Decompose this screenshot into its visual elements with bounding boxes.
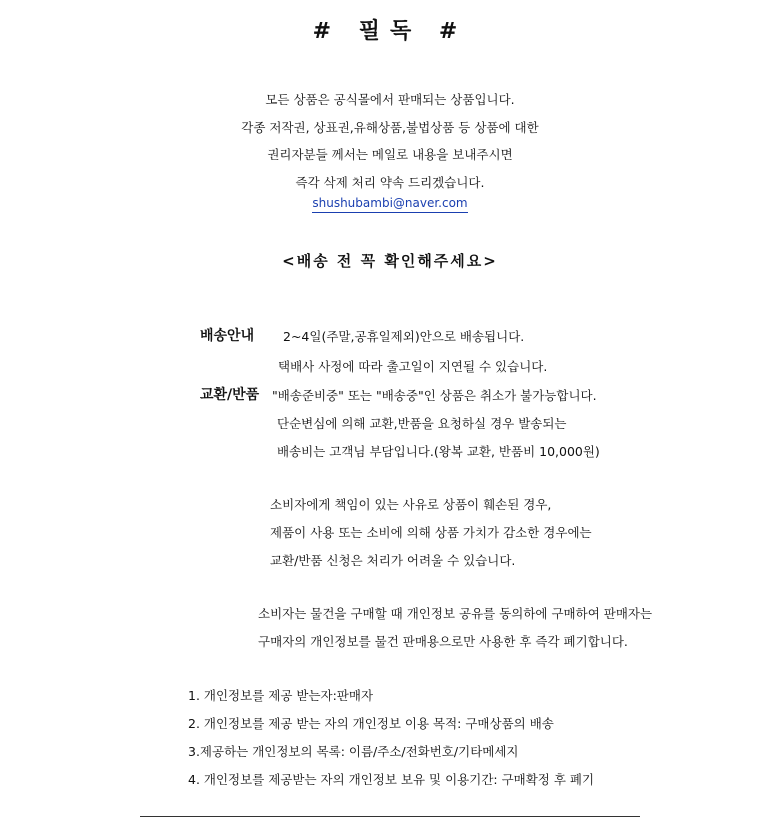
privacy-item: 1. 개인정보를 제공 받는자:판매자	[188, 688, 374, 703]
page-title: # 필독 #	[312, 19, 468, 44]
bottom-divider	[140, 816, 640, 817]
privacy-item: 4. 개인정보를 제공받는 자의 개인정보 보유 및 이용기간: 구매확정 후 폐기	[188, 772, 595, 787]
returns-label: 교환/반품	[200, 387, 260, 403]
intro-line: 모든 상품은 공식몰에서 판매되는 상품입니다.	[265, 92, 515, 107]
intro-block	[0, 86, 780, 196]
email-link[interactable]: shushubambi@naver.com	[312, 196, 467, 213]
privacy-item: 3.제공하는 개인정보의 목록: 이름/주소/전화번호/기타메세지	[188, 744, 519, 759]
email-container	[0, 196, 780, 210]
privacy-line: 소비자는 물건을 구매할 때 개인정보 공유를 동의하에 구매하여 판매자는	[258, 606, 653, 621]
damage-line: 교환/반품 신청은 처리가 어려울 수 있습니다.	[270, 553, 516, 568]
returns-line: "배송준비중" 또는 "배송중"인 상품은 취소가 불가능합니다.	[272, 388, 597, 403]
intro-line: 각종 저작권, 상표권,유해상품,불법상품 등 상품에 대한	[241, 119, 539, 135]
shipping-line: 2~4일(주말,공휴일제외)안으로 배송됩니다.	[283, 329, 525, 344]
intro-line: 즉각 삭제 처리 약속 드리겠습니다.	[295, 174, 485, 190]
privacy-item: 2. 개인정보를 제공 받는 자의 개인정보 이용 목적: 구매상품의 배송	[188, 716, 554, 731]
privacy-line: 구매자의 개인정보를 물건 판매용으로만 사용한 후 즉각 폐기합니다.	[258, 634, 628, 649]
intro-line: 권리자분들 께서는 메일로 내용을 보내주시면	[267, 147, 513, 162]
damage-line: 소비자에게 책임이 있는 사유로 상품이 훼손된 경우,	[270, 497, 552, 512]
notice-heading: <배송 전 꼭 확인해주세요>	[282, 252, 498, 270]
shipping-line: 택배사 사정에 따라 출고일이 지연될 수 있습니다.	[278, 359, 548, 374]
returns-line: 단순변심에 의해 교환,반품을 요청하실 경우 발송되는	[277, 416, 567, 431]
shipping-label: 배송안내	[200, 328, 255, 344]
returns-line: 배송비는 고객님 부담입니다.(왕복 교환, 반품비 10,000원)	[277, 444, 600, 459]
damage-line: 제품이 사용 또는 소비에 의해 상품 가치가 감소한 경우에는	[270, 525, 592, 540]
